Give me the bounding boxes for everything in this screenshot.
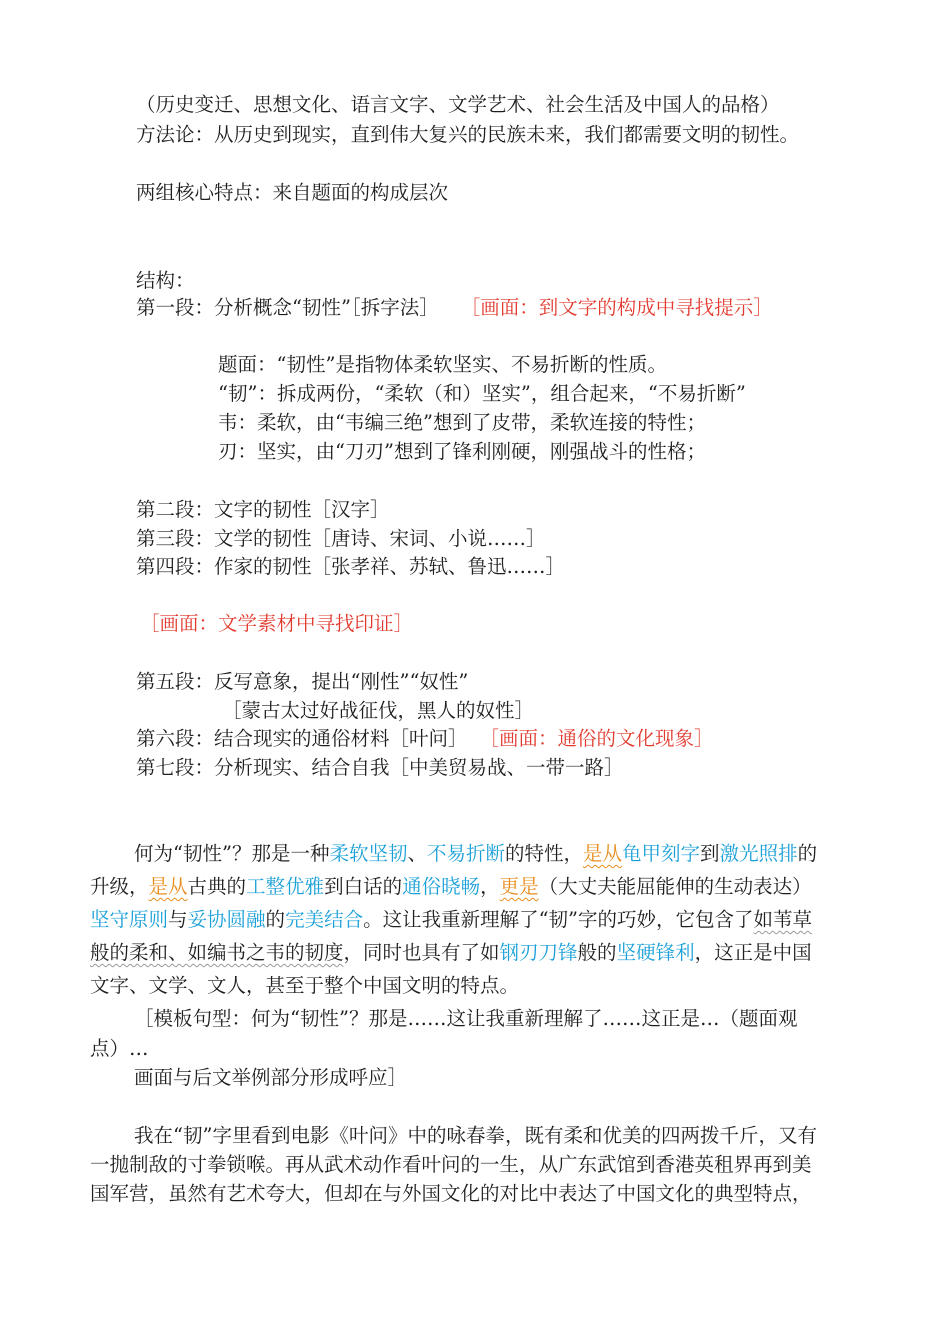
paragraph-1-text: 分析概念“韧性”［拆字法］: [214, 296, 439, 319]
paragraph-4-label: 第四段：: [136, 555, 215, 578]
essay-text: 的特性，: [505, 842, 584, 865]
paragraph-1-line: [136, 294, 773, 322]
essay-text: ，: [480, 875, 500, 898]
paragraph-7-text: 分析现实、结合自我［中美贸易战、一带一路］: [214, 756, 624, 779]
underlined-phrase: 如苇草: [753, 908, 813, 931]
next-paragraph-line-3: 国军营，虽然有艺术夸大，但却在与外国文化的对比中表达了中国文化的典型特点，: [90, 1182, 812, 1205]
template-note-line-1: ［模板句型：何为“韧性”？那是……这让我重新理解了……这正是…（题面观: [134, 1007, 798, 1030]
highlight-phrase: 不易折断: [426, 842, 505, 865]
core-features-line: 两组核心特点：来自题面的构成层次: [136, 181, 449, 204]
template-note-line-3: 画面与后文举例部分形成呼应］: [134, 1066, 408, 1089]
essay-text: 何为“韧性”？那是一种: [134, 842, 330, 865]
paragraph-6-line: [136, 725, 714, 753]
highlight-phrase: 钢刃刀锋: [499, 941, 578, 964]
p1-detail-1: 题面：“韧性”是指物体柔软坚实、不易折断的性质。: [218, 353, 667, 376]
essay-text: 的: [797, 842, 818, 865]
highlight-phrase: 龟甲刻字: [622, 842, 701, 865]
paragraph-5-sub: ［蒙古太过好战征伐，黑人的奴性］: [222, 699, 535, 722]
paragraph-3-line: [136, 525, 546, 553]
essay-text: 古典的: [187, 875, 247, 898]
essay-text: （大丈夫能屈能伸的生动表达）: [538, 875, 812, 898]
paragraph-6-note: ［画面：通俗的文化现象］: [479, 727, 714, 750]
structure-label: 结构：: [136, 269, 195, 292]
essay-text: 升级，: [90, 875, 149, 898]
highlight-phrase: 完美结合: [285, 908, 364, 931]
paragraph-3-text: 文学的韧性［唐诗、宋词、小说……］: [214, 527, 546, 550]
essay-paragraph: [90, 837, 860, 1002]
underlined-phrase: 般的柔和、如编书之韦的韧度: [90, 941, 344, 964]
highlight-phrase: 坚守原则: [90, 908, 169, 931]
p1-detail-2: “韧”：拆成两份，“柔软（和）坚实”，组合起来，“不易折断”: [218, 382, 746, 405]
highlight-phrase: 妥协圆融: [187, 908, 266, 931]
paragraph-5-label: 第五段：: [136, 670, 215, 693]
highlight-phrase: 工整优雅: [246, 875, 325, 898]
method-line: 方法论：从历史到现实，直到伟大复兴的民族未来，我们都需要文明的韧性。: [136, 123, 800, 146]
essay-text: 到白话的: [324, 875, 403, 898]
connective-phrase: 是从: [148, 875, 188, 898]
highlight-phrase: 柔软坚韧: [329, 842, 408, 865]
paragraph-7-label: 第七段：: [136, 756, 215, 779]
paragraph-1-label: 第一段：: [136, 296, 215, 319]
highlight-phrase: 激光照排: [719, 842, 798, 865]
literature-note: ［画面：文学素材中寻找印证］: [140, 612, 414, 635]
scope-line: （历史变迁、思想文化、语言文字、文学艺术、社会生活及中国人的品格）: [136, 93, 780, 116]
paragraph-2-text: 文字的韧性［汉字］: [214, 498, 390, 521]
paragraph-6-label: 第六段：: [136, 727, 215, 750]
essay-text: ，这正是中国: [694, 941, 812, 964]
essay-text: 文字、文学、文人，甚至于整个中国文明的特点。: [90, 974, 520, 997]
paragraph-4-text: 作家的韧性［张孝祥、苏轼、鲁迅……］: [214, 555, 566, 578]
essay-text: 到: [700, 842, 720, 865]
paragraph-1-note: ［画面：到文字的构成中寻找提示］: [460, 296, 773, 319]
essay-text: 般的: [577, 941, 617, 964]
essay-text: 的: [265, 908, 286, 931]
p1-detail-4: 刃：坚实，由“刀刃”想到了锋利刚硬，刚强战斗的性格；: [218, 440, 706, 463]
paragraph-7-line: [136, 754, 624, 782]
paragraph-3-label: 第三段：: [136, 527, 215, 550]
essay-text: 。这让我重新理解了“韧”字的巧妙，它包含了: [363, 908, 754, 931]
paragraph-4-line: [136, 553, 565, 581]
next-paragraph-line-1: 我在“韧”字里看到电影《叶问》中的咏春拳，既有柔和优美的四两拨千斤，又有: [134, 1124, 817, 1147]
paragraph-6-text: 结合现实的通俗材料［叶问］: [214, 727, 468, 750]
highlight-phrase: 通俗晓畅: [402, 875, 481, 898]
highlight-phrase: 坚硬锋利: [616, 941, 695, 964]
next-paragraph-line-2: 一抛制敌的寸拳锁喉。再从武术动作看叶问的一生，从广东武馆到香港英租界再到美: [90, 1153, 812, 1176]
connective-phrase: 更是: [499, 875, 539, 898]
paragraph-5-line: [136, 668, 468, 696]
paragraph-2-label: 第二段：: [136, 498, 215, 521]
paragraph-2-line: [136, 496, 390, 524]
essay-text: 与: [168, 908, 188, 931]
connective-phrase: 是从: [583, 842, 623, 865]
essay-text: 、: [407, 842, 427, 865]
essay-text: ，同时也具有了如: [343, 941, 500, 964]
p1-detail-3: 韦：柔软，由“韦编三绝”想到了皮带，柔软连接的特性；: [218, 411, 706, 434]
paragraph-5-text: 反写意象，提出“刚性”“奴性”: [214, 670, 469, 693]
template-note-line-2: 点）…: [90, 1037, 149, 1060]
